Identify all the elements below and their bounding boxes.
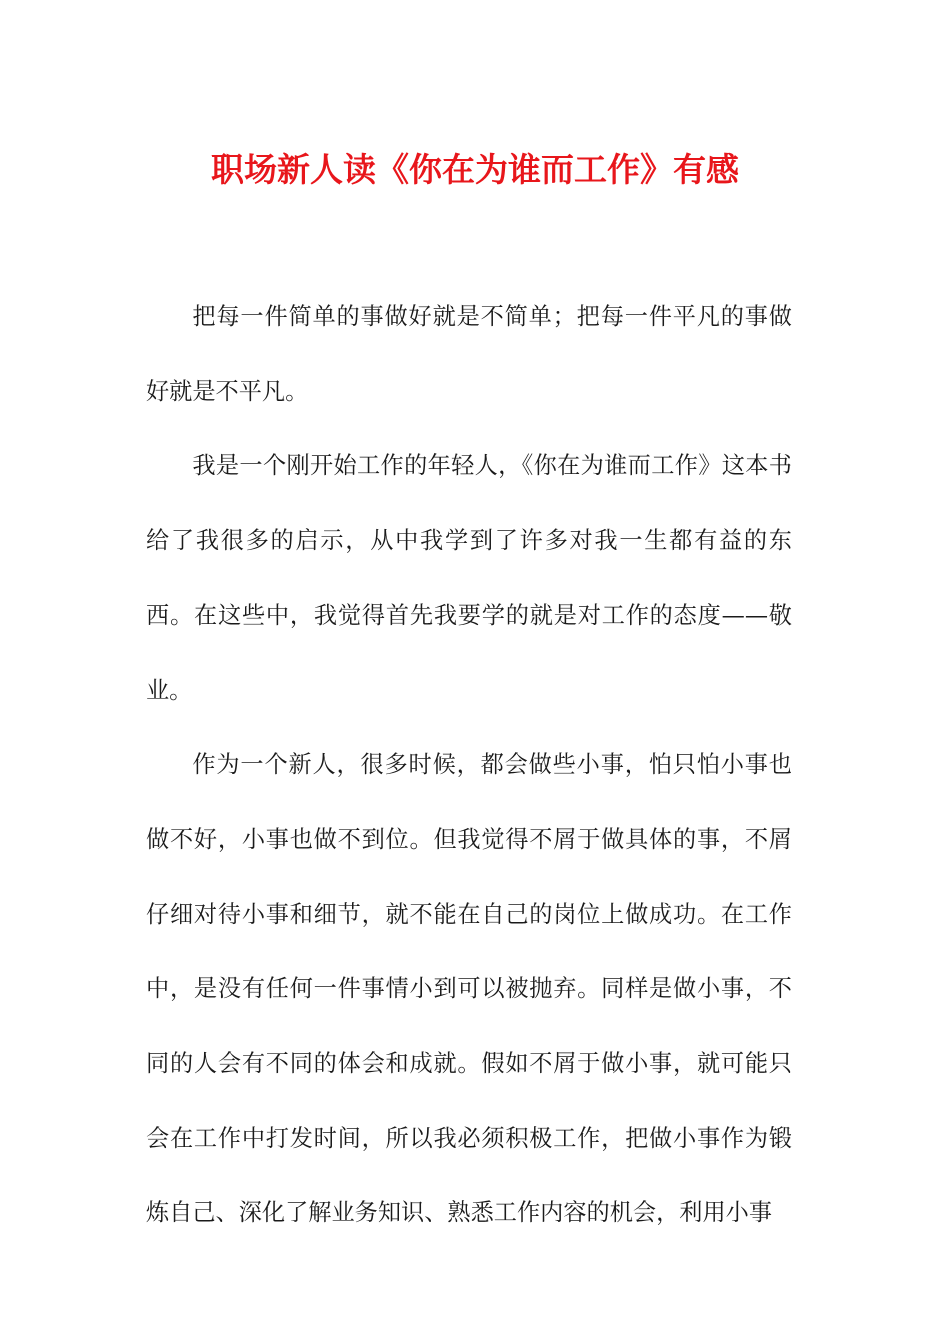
document-body xyxy=(146,280,792,1251)
paragraph: 把每一件简单的事做好就是不简单；把每一件平凡的事做好就是不平凡。 xyxy=(146,303,792,405)
document-title: 职场新人读《你在为谁而工作》有感 xyxy=(211,150,739,189)
paragraph: 我是一个刚开始工作的年轻人，《你在为谁而工作》这本书给了我很多的启示，从中我学到了许多对我一生都有益的东西。在这些中，我觉得首先我要学的就是对工作的态度——敬业。 xyxy=(146,452,792,704)
paragraph: 作为一个新人，很多时候，都会做些小事，怕只怕小事也做不好，小事也做不到位。但我觉得不屑于做具体的事，不屑仔细对待小事和细节，就不能在自己的岗位上做成功。在工作中，是没有任何一件事情小到可以被抛弃。同样是做小事，不同的人会有不同的体会和成就。假如不屑于做小事，就可能只会在工作中打发时间，所以我必须积极工作，把做小事作为锻炼自己、深化了解业务知识、熟悉工作内容的机会，利用小事 xyxy=(146,751,792,1227)
